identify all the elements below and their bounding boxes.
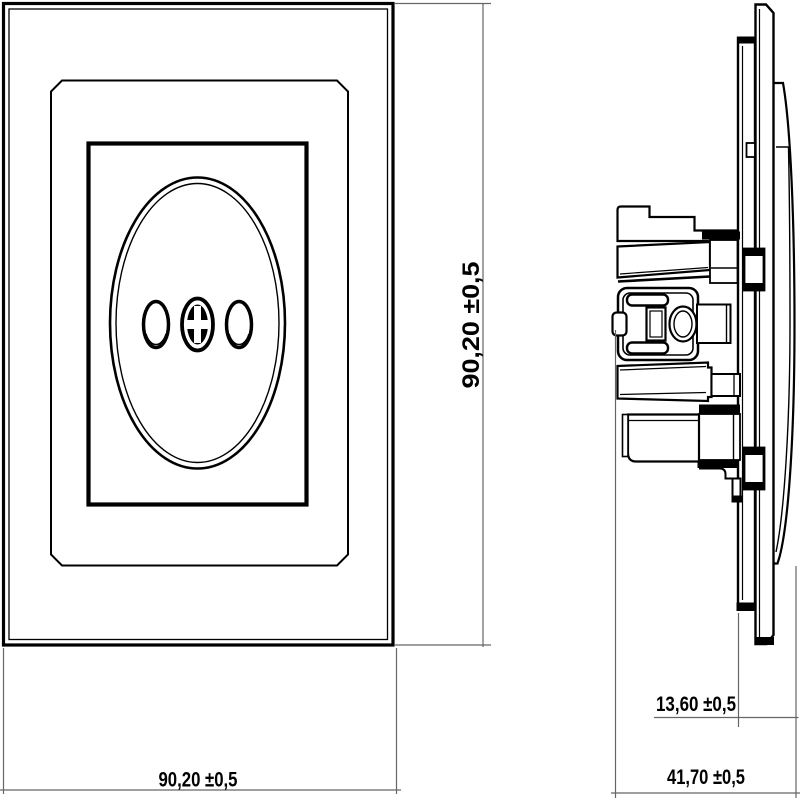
screw-cross-icon <box>186 306 210 343</box>
dimension-label-depth-total: 41,70 ±0,5 <box>667 765 746 789</box>
side-profile-details <box>613 207 743 503</box>
dimension-label-depth-front: 13,60 ±0,5 <box>656 692 737 716</box>
dimension-label-width: 90,20 ±0,5 <box>158 767 238 792</box>
pin-hole-right <box>227 302 252 348</box>
side-view <box>613 5 795 646</box>
mounting-claw-lower <box>628 415 699 462</box>
cover-dome-profile <box>774 83 795 564</box>
faceplate-profile <box>755 5 775 646</box>
front-view <box>4 4 394 646</box>
pin-hole-left <box>144 302 169 348</box>
dimension-label-height: 90,20 ±0,5 <box>458 275 485 389</box>
terminal-screw-head <box>613 313 627 336</box>
mounting-lug-lower <box>744 448 764 489</box>
mounting-lug-upper <box>744 249 764 290</box>
